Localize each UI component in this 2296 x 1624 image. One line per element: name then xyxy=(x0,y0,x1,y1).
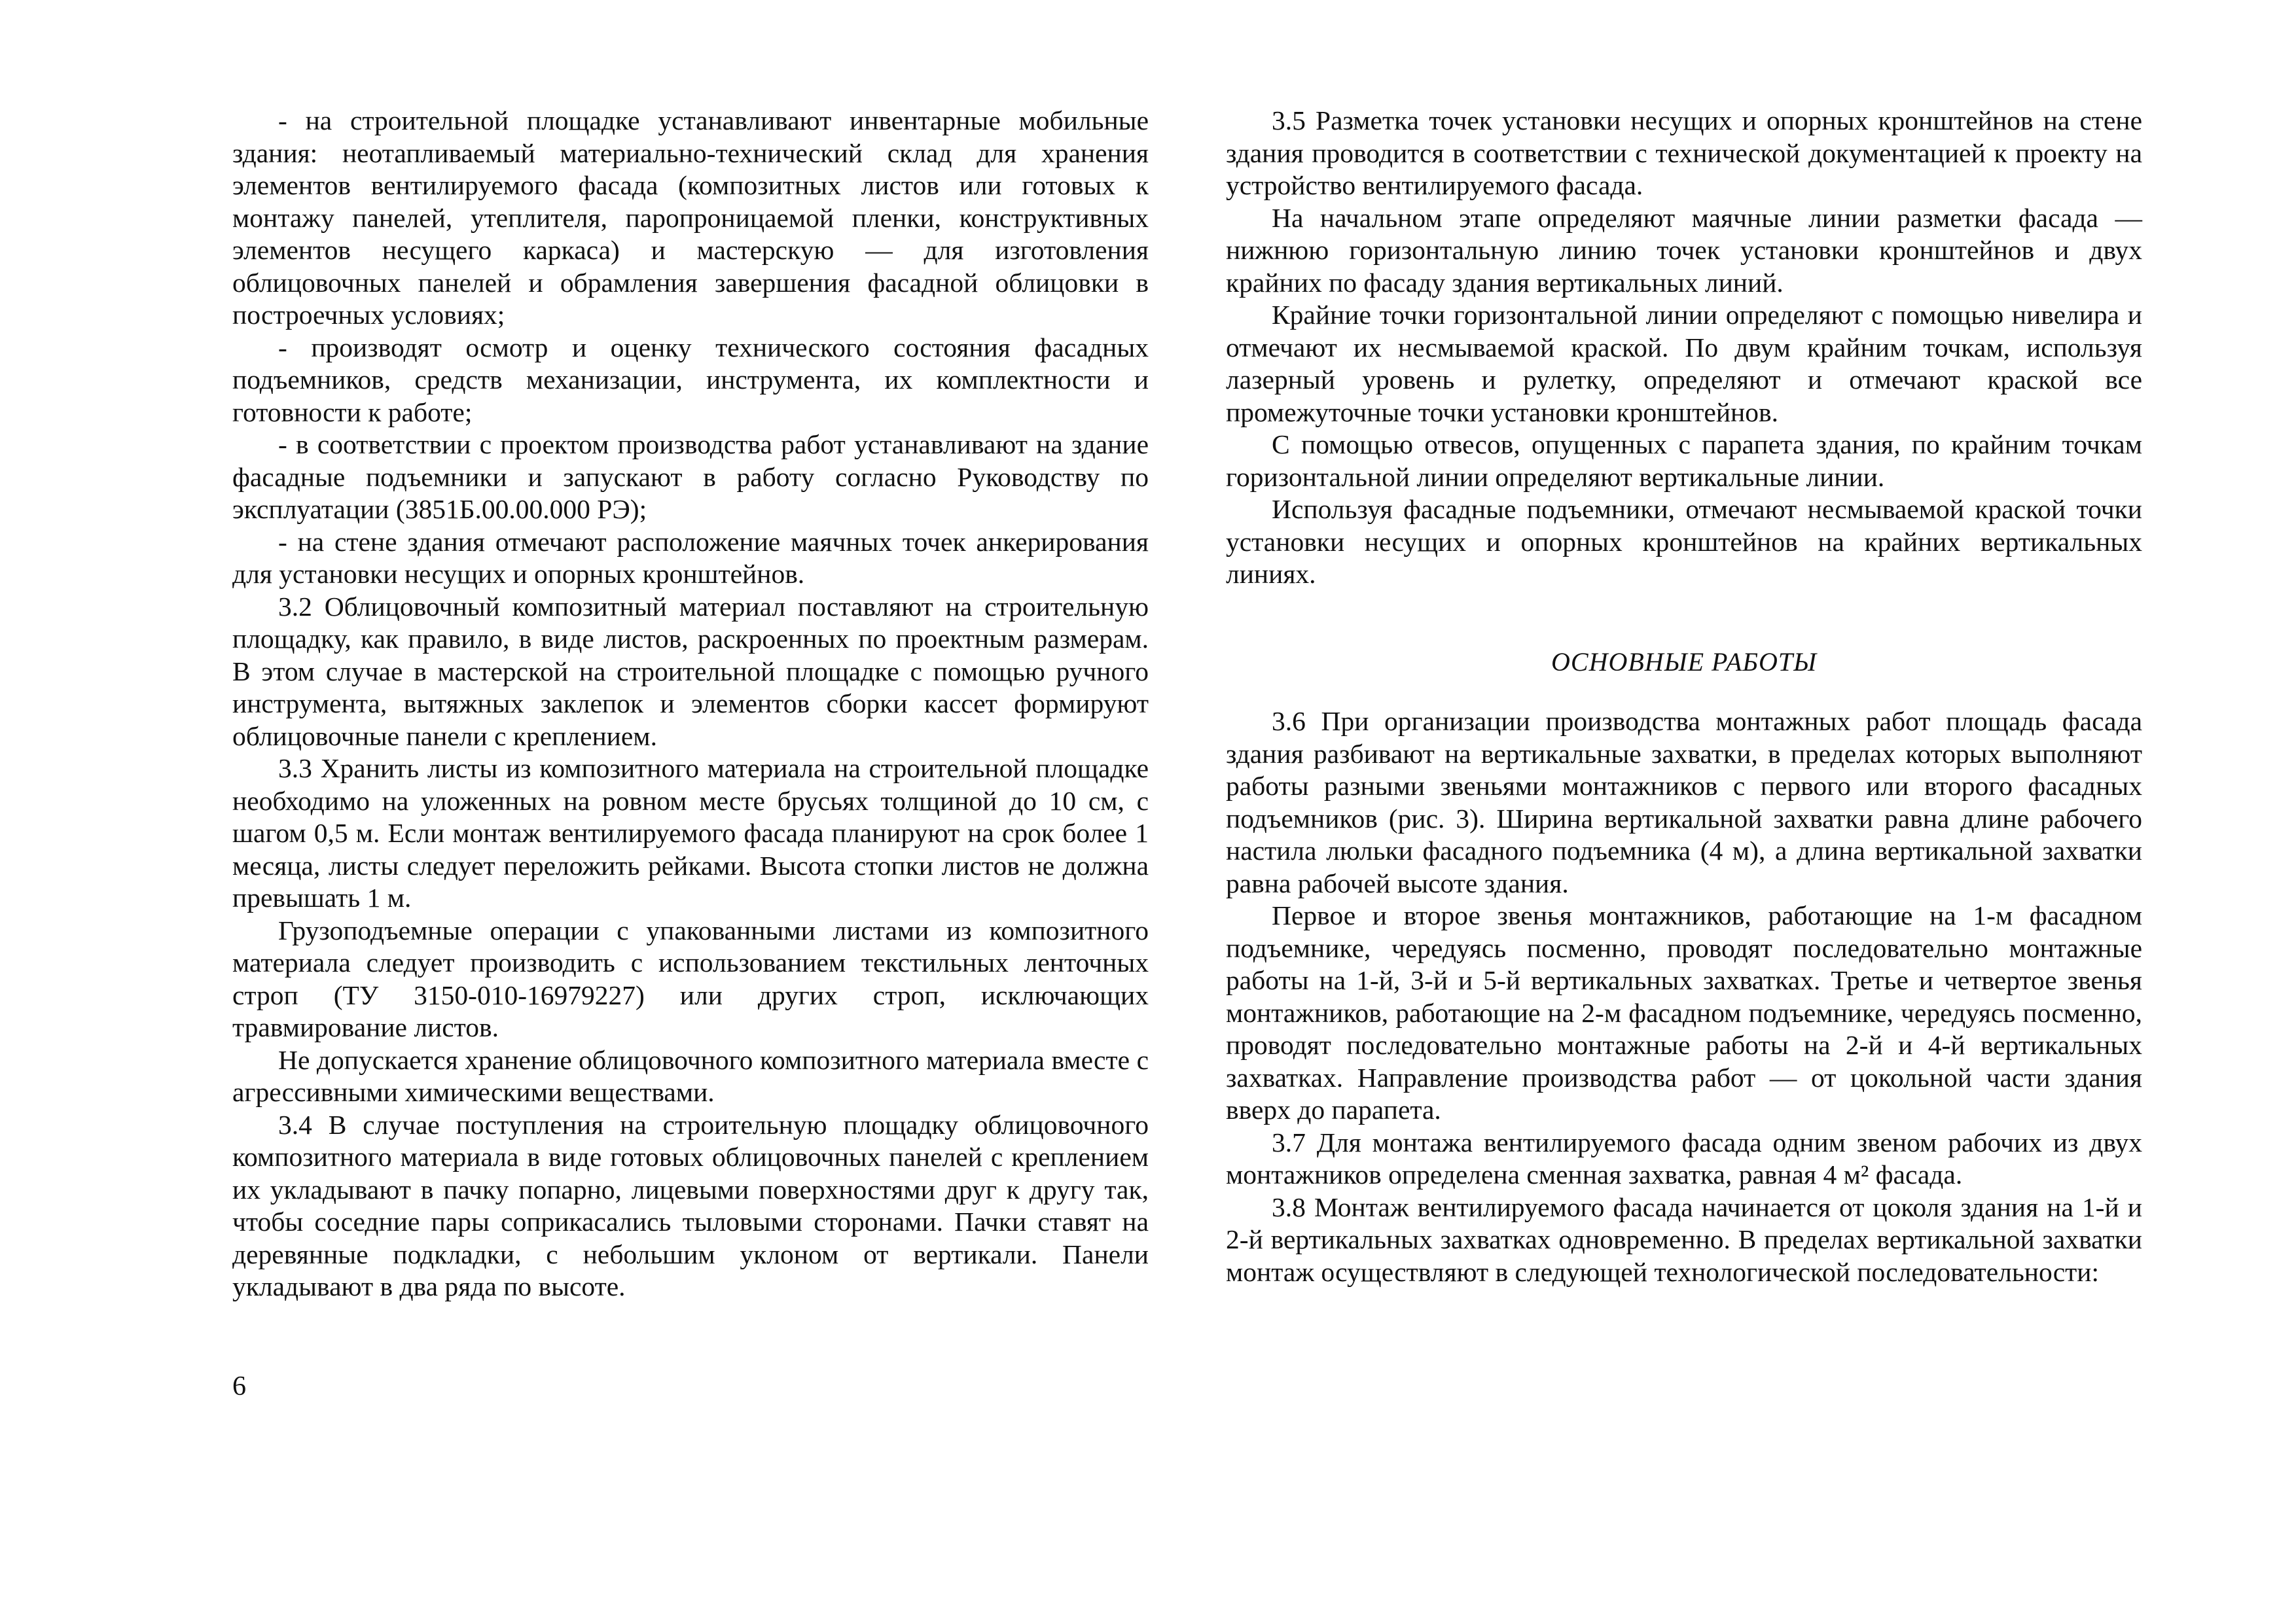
paragraph-crews: Первое и второе звенья монтажников, работающие на 1-м фасадном подъемнике, чередуясь посменно, проводят последовательно монтажные работы на 1-й, 3-й и 5-й вертикальных захватках. Третье и четвертое звенья монтажников, работающие на 2-м фасадном подъемнике, чередуясь посменно, проводят последовательно монтажные работы на 2-й и 4-й вертикальных захватках. Направление производства работ — от цокольной части здания вверх до парапета. xyxy=(1226,900,2142,1125)
left-text-column xyxy=(232,105,1149,1303)
paragraph-beacon-lines: На начальном этапе определяют маячные линии разметки фасада — нижнюю горизонтальную линию точек установки кронштейнов и двух крайних по фасаду здания вертикальных линий. xyxy=(1226,202,2142,298)
paragraph-storage-restriction: Не допускается хранение облицовочного композитного материала вместе с агрессивными химическими веществами. xyxy=(232,1044,1149,1107)
paragraph-3-4: 3.4 В случае поступления на строительную площадку облицовочного композитного материала в виде готовых облицовочных панелей с креплением их укладывают в пачку попарно, лицевыми поверхностями друг к другу так, чтобы соседние пары соприкасались тыловыми сторонами. Пачки ставят на деревянные подкладки, с небольшим уклоном от вертикали. Панели укладывают в два ряда по высоте. xyxy=(232,1109,1149,1301)
paragraph-mark-brackets: Используя фасадные подъемники, отмечают несмываемой краской точки установки несущих и опорных кронштейнов на крайних вертикальных линиях. xyxy=(1226,494,2142,589)
paragraph-3-3: 3.3 Хранить листы из композитного материала на строительной площадке необходимо на уложенных на ровном месте брусьях толщиной до 10 см, с шагом 0,5 м. Если монтаж вентилируемого фасада планируют на срок более 1 месяца, листы следует переложить рейками. Высота стопки листов не должна превышать 1 м. xyxy=(232,753,1149,913)
right-text-column xyxy=(1226,105,2142,1288)
paragraph-install-lifts: - в соответствии с проектом производства работ устанавливают на здание фасадные подъемники и запускают в работу согласно Руководству по эксплуатации (3851Б.00.00.000 РЭ); xyxy=(232,429,1149,524)
paragraph-3-5: 3.5 Разметка точек установки несущих и опорных кронштейнов на стене здания проводится в соответствии с технической документацией к проекту на устройство вентилируемого фасада. xyxy=(1226,105,2142,200)
page-number: 6 xyxy=(232,1371,246,1402)
paragraph-mark-anchors: - на стене здания отмечают расположение маячных точек анкерирования для установки несущих и опорных кронштейнов. xyxy=(232,526,1149,589)
paragraph-3-6: 3.6 При организации производства монтажных работ площадь фасада здания разбивают на вертикальные захватки, в пределах которых выполняют работы разными звеньями монтажников с первого или второго фасадных подъемников (рис. 3). Ширина вертикальной захватки равна длине рабочего настила люльки фасадного подъемника (4 м), а длина вертикальной захватки равна рабочей высоте здания. xyxy=(1226,706,2142,898)
paragraph-extreme-points: Крайние точки горизонтальной линии определяют с помощью нивелира и отмечают их несмываемой краской. По двум крайним точкам, используя лазерный уровень и рулетку, определяют и отмечают краской все промежуточные точки установки кронштейнов. xyxy=(1226,300,2142,427)
paragraph-3-7: 3.7 Для монтажа вентилируемого фасада одним звеном рабочих из двух монтажников определена сменная захватка, равная 4 м² фасада. xyxy=(1226,1127,2142,1190)
paragraph-plumb-lines: С помощью отвесов, опущенных с парапета здания, по крайним точкам горизонтальной линии определяют вертикальные линии. xyxy=(1226,429,2142,492)
paragraph-mobile-buildings: - на строительной площадке устанавливают инвентарные мобильные здания: неотапливаемый материально-технический склад для хранения элементов вентилируемого фасада (композитных листов или готовых к монтажу панелей, утеплителя, паропроницаемой пленки, конструктивных элементов несущего каркаса) и мастерскую — для изготовления облицовочных панелей и обрамления завершения фасадной облицовки в построечных условиях; xyxy=(232,105,1149,330)
section-heading-main-works: ОСНОВНЫЕ РАБОТЫ xyxy=(1551,646,1817,677)
paragraph-lifting-operations: Грузоподъемные операции с упакованными листами из композитного материала следует производить с использованием текстильных ленточных строп (ТУ 3150-010-16979227) или других строп, исключающих травмирование листов. xyxy=(232,915,1149,1042)
paragraph-inspection: - производят осмотр и оценку технического состояния фасадных подъемников, средств механизации, инструмента, их комплектности и готовности к работе; xyxy=(232,332,1149,427)
paragraph-3-2: 3.2 Облицовочный композитный материал поставляют на строительную площадку, как правило, в виде листов, раскроенных по проектным размерам. В этом случае в мастерской на строительной площадке с помощью ручного инструмента, вытяжных заклепок и элементов сборки кассет формируют облицовочные панели с креплением. xyxy=(232,591,1149,751)
paragraph-3-8: 3.8 Монтаж вентилируемого фасада начинается от цоколя здания на 1-й и 2-й вертикальных захватках одновременно. В пределах вертикальной захватки монтаж осуществляют в следующей технологической последовательности: xyxy=(1226,1192,2142,1287)
